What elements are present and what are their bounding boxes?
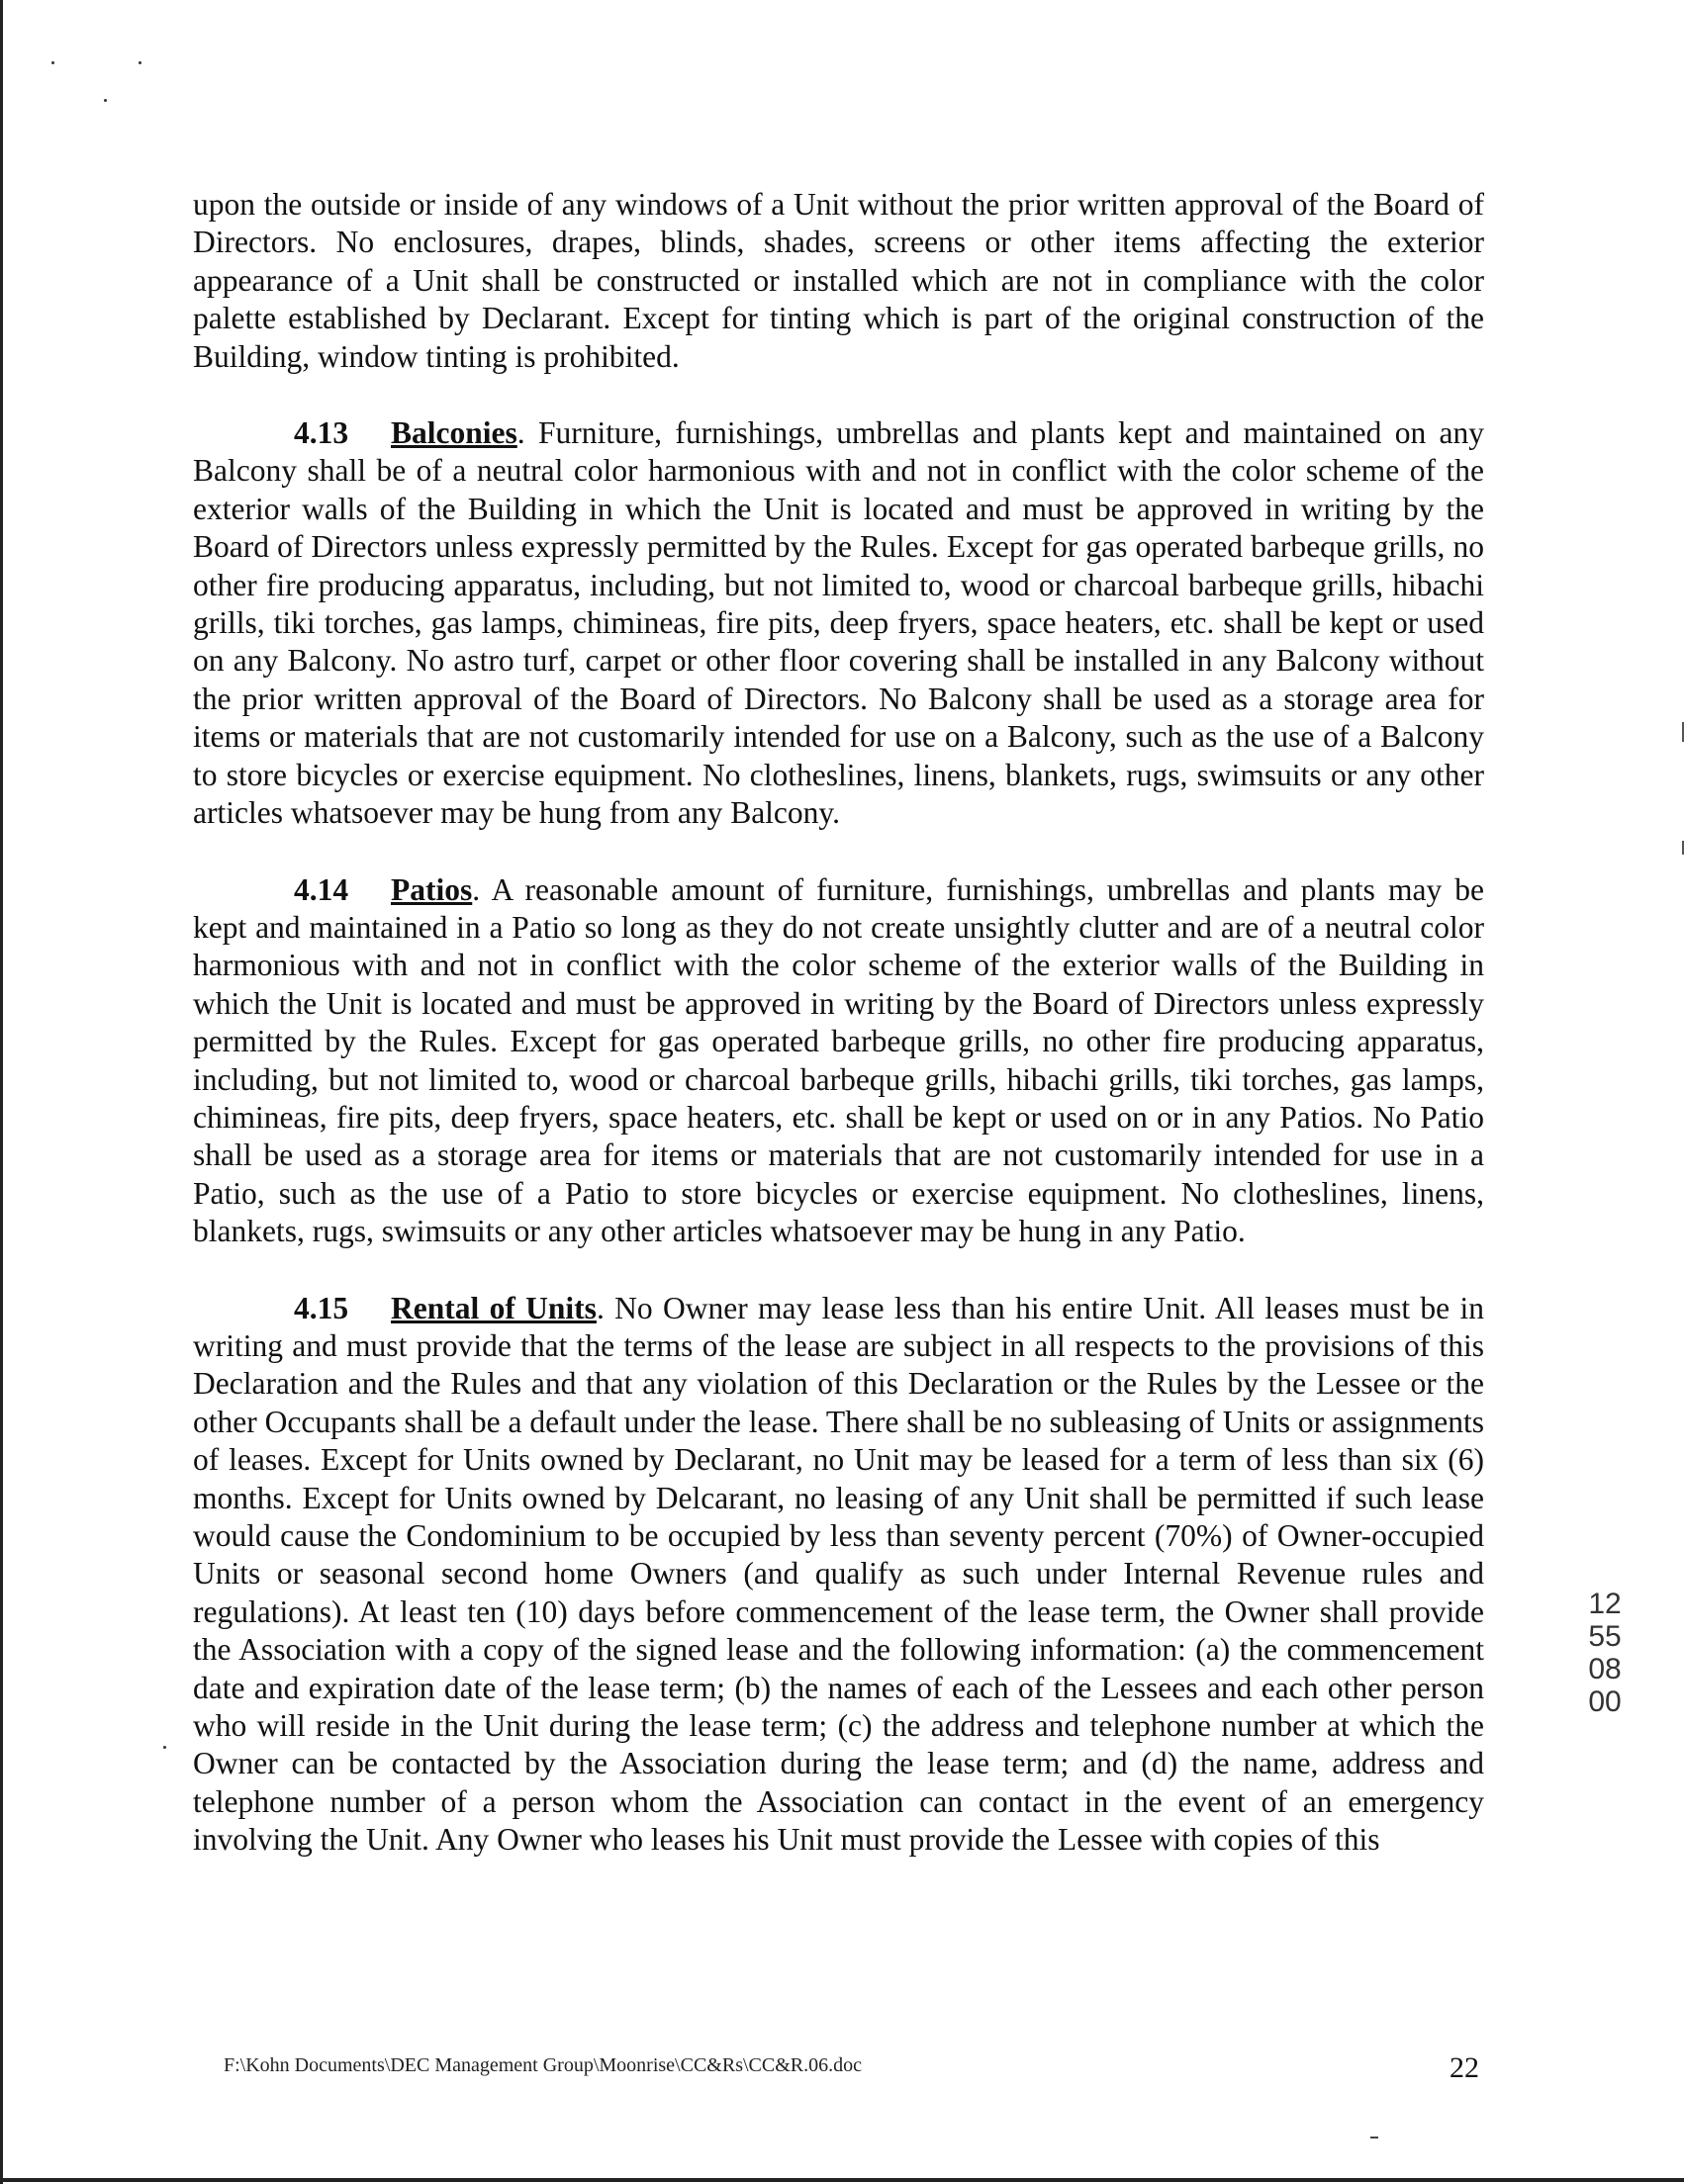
intro-paragraph-text: upon the outside or inside of any windows of a Unit without the prior written approval of the Board of Directors. No enclosures, drapes, blinds, shades, screens or other items affecting the exterior appearance of a Unit shall be constructed or installed which are not in compliance with the color palette established by Declarant. Except for tinting which is part of the original construction of the Building, window tinting is prohibited.: [193, 187, 1484, 374]
section-text: . A reasonable amount of furniture, furnishings, umbrellas and plants may be kept and maintained in a Patio so long as they do not create unsightly clutter and are of a neutral color harmonious with and not in conflict with the color scheme of the exterior walls of the Building in which the Unit is located and must be approved in writing by the Board of Directors unless expressly permitted by the Rules. Except for gas operated barbeque grills, no other fire producing apparatus, including, but not limited to, wood or charcoal barbeque grills, hibachi grills, tiki torches, gas lamps, chimineas, fire pits, deep fryers, space heaters, etc. shall be kept or used on or in any Patios. No Patio shall be used as a storage area for items or materials that are not customarily intended for use in a Patio, such as the use of a Patio to store bicycles or exercise equipment. No clotheslines, linens, blankets, rugs, swimsuits or any other articles whatsoever may be hung in any Patio.: [193, 871, 1484, 1249]
scan-speck: [139, 61, 141, 64]
section-text: . Furniture, furnishings, umbrellas and plants kept and maintained on any Balcony shall be of a neutral color harmonious with and not in conflict with the color scheme of the exterior walls of the Building in which the Unit is located and must be approved in writing by the Board of Directors unless expressly permitted by the Rules. Except for gas operated barbeque grills, no other fire producing apparatus, including, but not limited to, wood or charcoal barbeque grills, hibachi grills, tiki torches, gas lamps, chimineas, fire pits, deep fryers, space heaters, etc. shall be kept or used on any Balcony. No astro turf, carpet or other floor covering shall be installed in any Balcony without the prior written approval of the Board of Directors. No Balcony shall be used as a storage area for items or materials that are not customarily intended for use on a Balcony, such as the use of a Balcony to store bicycles or exercise equipment. No clotheslines, linens, blankets, rugs, swimsuits or any other articles whatsoever may be hung from any Balcony.: [193, 415, 1484, 831]
page-number: 22: [1450, 2051, 1479, 2084]
section-4-14: [193, 871, 1484, 1251]
document-body: [193, 186, 1484, 1898]
section-number: 4.14: [294, 871, 349, 907]
scan-speck: [51, 61, 54, 64]
scan-edge-bottom: [0, 2178, 1684, 2182]
section-4-15: [193, 1290, 1484, 1860]
section-number: 4.15: [294, 1290, 349, 1325]
section-title: Rental of Units: [391, 1290, 597, 1325]
intro-paragraph: [193, 186, 1484, 376]
section-text: . No Owner may lease less than his entire Unit. All leases must be in writing and must provide that the terms of the lease are subject in all respects to the provisions of this Declaration and the Rules and that any violation of this Declaration or the Rules by the Lessee or the other Occupants shall be a default under the lease. There shall be no subleasing of Units or assignments of leases. Except for Units owned by Declarant, no Unit may be leased for a term of less than six (6) months. Except for Units owned by Delcarant, no leasing of any Unit shall be permitted if such lease would cause the Condominium to be occupied by less than seventy percent (70%) of Owner-occupied Units or seasonal second home Owners (and qualify as such under Internal Revenue rules and regulations). At least ten (10) days before commencement of the lease term, the Owner shall provide the Association with a copy of the signed lease and the following information: (a) the commencement date and expiration date of the lease term; (b) the names of each of the Lessees and each other person who will reside in the Unit during the lease term; (c) the address and telephone number at which the Owner can be contacted by the Association during the lease term; and (d) the name, address and telephone number of a person whom the Association can contact in the event of an emergency involving the Unit. Any Owner who leases his Unit must provide the Lessee with copies of this: [193, 1290, 1485, 1858]
footer-file-path: F:\Kohn Documents\DEC Management Group\Moonrise\CC&Rs\CC&R.06.doc: [224, 2054, 862, 2076]
section-title: Patios: [391, 871, 473, 907]
section-number: 4.13: [294, 415, 349, 451]
bates-number: 1255 0800: [1588, 1588, 1622, 1718]
scan-edge-left: [0, 0, 3, 2184]
section-4-13: [193, 414, 1484, 832]
scan-speck: [104, 99, 107, 102]
section-title: Balconies: [391, 415, 517, 451]
scan-speck: [163, 1746, 166, 1749]
scan-mark: [1370, 2137, 1378, 2138]
